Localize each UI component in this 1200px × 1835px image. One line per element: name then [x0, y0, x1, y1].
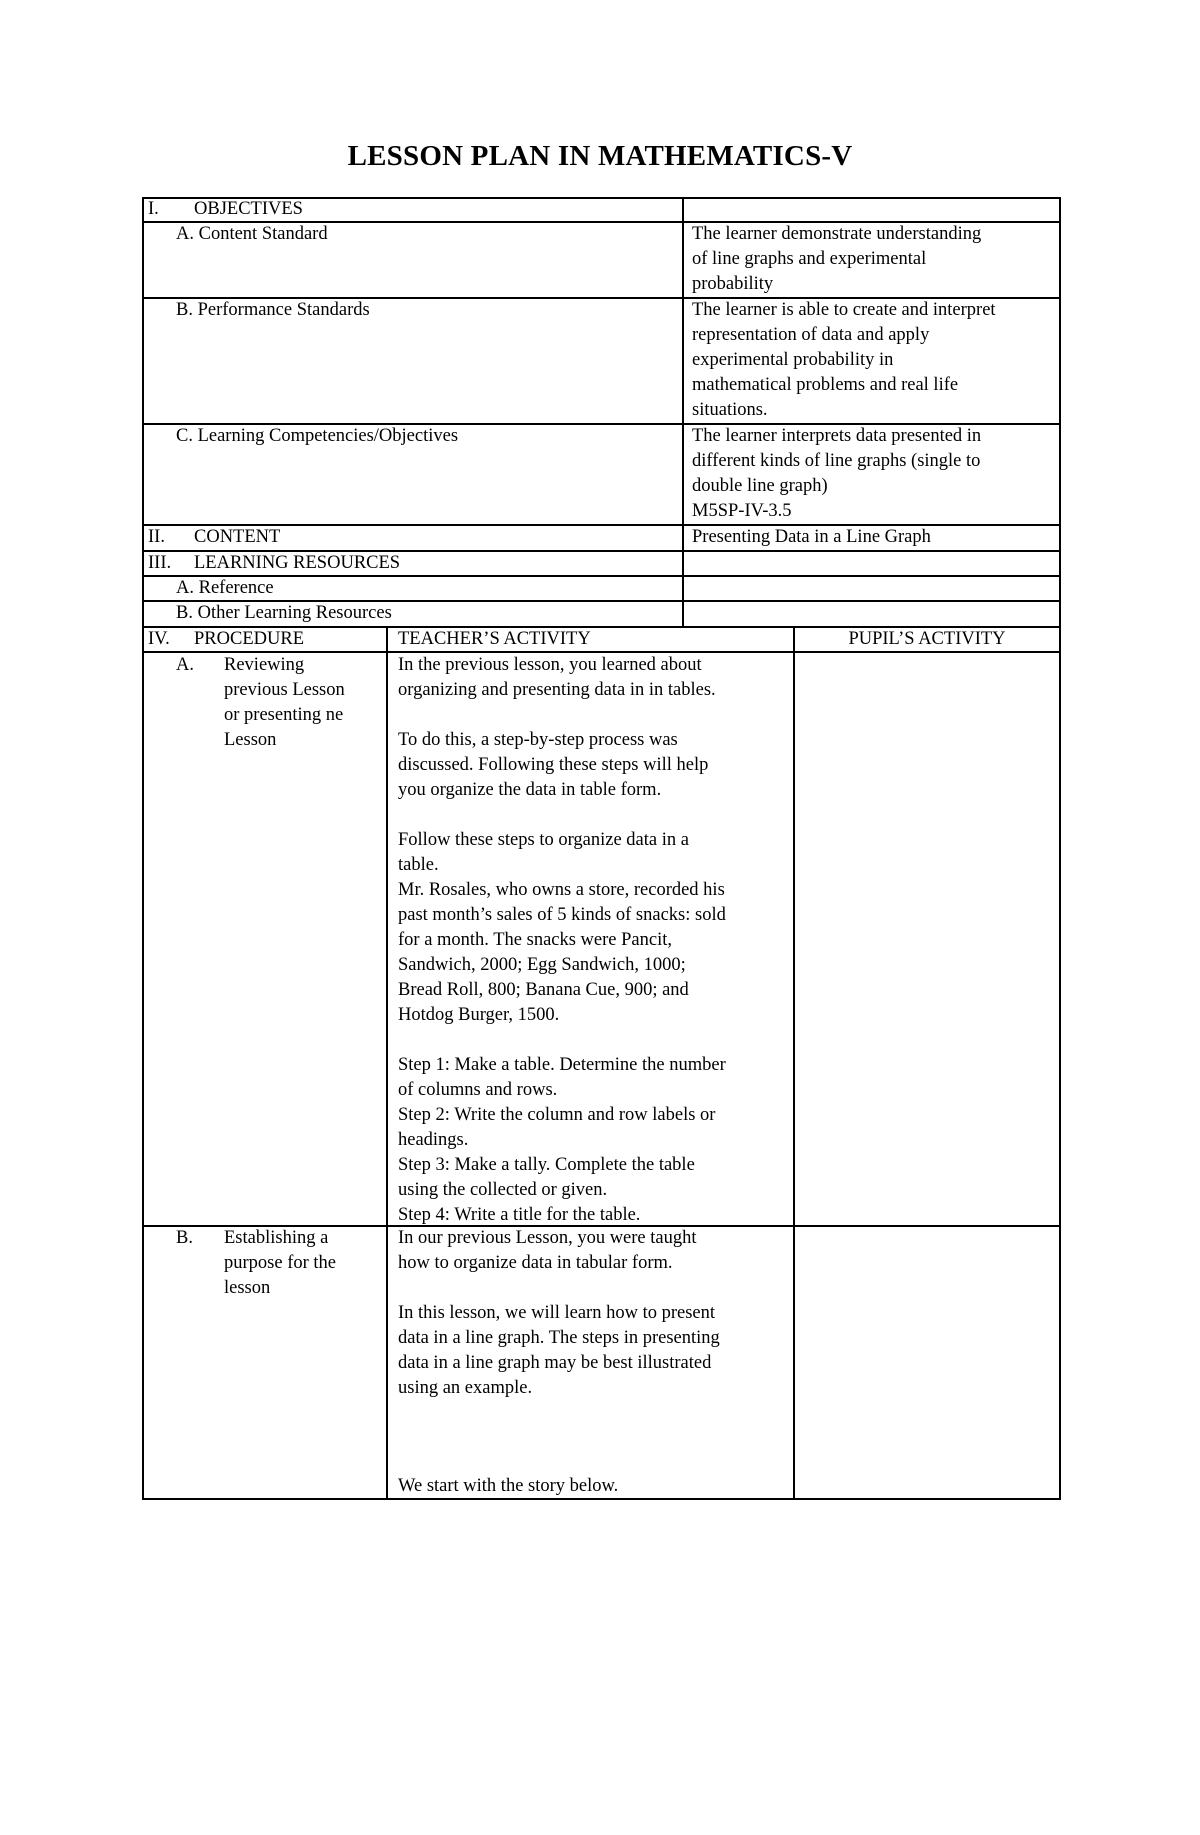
teacher-activity-text: In our previous Lesson, you were taught how to organize data in tabular form. In this lesson, we will learn how to present data in a line graph. The steps in presenting data in a line graph may be best illustrated using an example. [398, 1228, 720, 1398]
procedure-row-label: Establishing a purpose for the lesson [224, 1228, 336, 1298]
reference-label: A. Reference [176, 578, 274, 598]
procedure-row-letter: A. [176, 655, 194, 675]
learning-competencies-text: The learner interprets data presented in different kinds of line graphs (single to double line graph) M5SP-IV-3.5 [692, 426, 982, 521]
objectives-number: I. [148, 199, 159, 219]
learning-competencies-label: C. Learning Competencies/Objectives [176, 426, 459, 446]
performance-standards-label: B. Performance Standards [176, 300, 370, 320]
procedure-number: IV. [148, 629, 170, 649]
content-standard-label: A. Content Standard [176, 224, 328, 244]
column-divider [793, 626, 795, 1500]
page-title: LESSON PLAN IN MATHEMATICS-V [347, 140, 853, 172]
content-standard-text: The learner demonstrate understanding of line graphs and experimental probability [692, 224, 982, 294]
other-resources-label: B. Other Learning Resources [176, 603, 392, 623]
pupil-activity-header: PUPIL’S ACTIVITY [848, 629, 1006, 649]
column-divider [682, 197, 684, 626]
performance-standards-text: The learner is able to create and interpret representation of data and apply experimental probability in mathematical problems and real life situations. [692, 300, 996, 420]
procedure-heading: PROCEDURE [194, 629, 304, 649]
content-number: II. [148, 527, 165, 547]
procedure-row-label: Reviewing previous Lesson or presenting ne Lesson [224, 655, 345, 750]
content-heading: CONTENT [194, 527, 281, 547]
column-divider [386, 626, 388, 1500]
teacher-activity-header: TEACHER’S ACTIVITY [398, 629, 591, 649]
procedure-row-letter: B. [176, 1228, 193, 1248]
objectives-heading: OBJECTIVES [194, 199, 303, 219]
resources-number: III. [148, 553, 172, 573]
teacher-activity-closing: We start with the story below. [398, 1476, 619, 1496]
teacher-activity-text: In the previous lesson, you learned about organizing and presenting data in in tables. To do this, a step-by-step process was discussed. Following these steps will help you organize the data in table form. Follow these steps to organize data in a table. Mr. Rosales, who owns a store, recorded his past month’s sales of 5 kinds of snacks: sold for a month. The snacks were Pancit, Sandwich, 2000; Egg Sandwich, 1000; Bread Roll, 800; Banana Cue, 900; and Hotdog Burger, 1500. Step 1: Make a table. Determine the number of columns and rows. Step 2: Write the column and row labels or headings. Step 3: Make a tally. Complete the table using the collected or given. Step 4: Write a title for the table. [398, 655, 726, 1225]
resources-heading: LEARNING RESOURCES [194, 553, 401, 573]
content-text: Presenting Data in a Line Graph [692, 527, 931, 547]
